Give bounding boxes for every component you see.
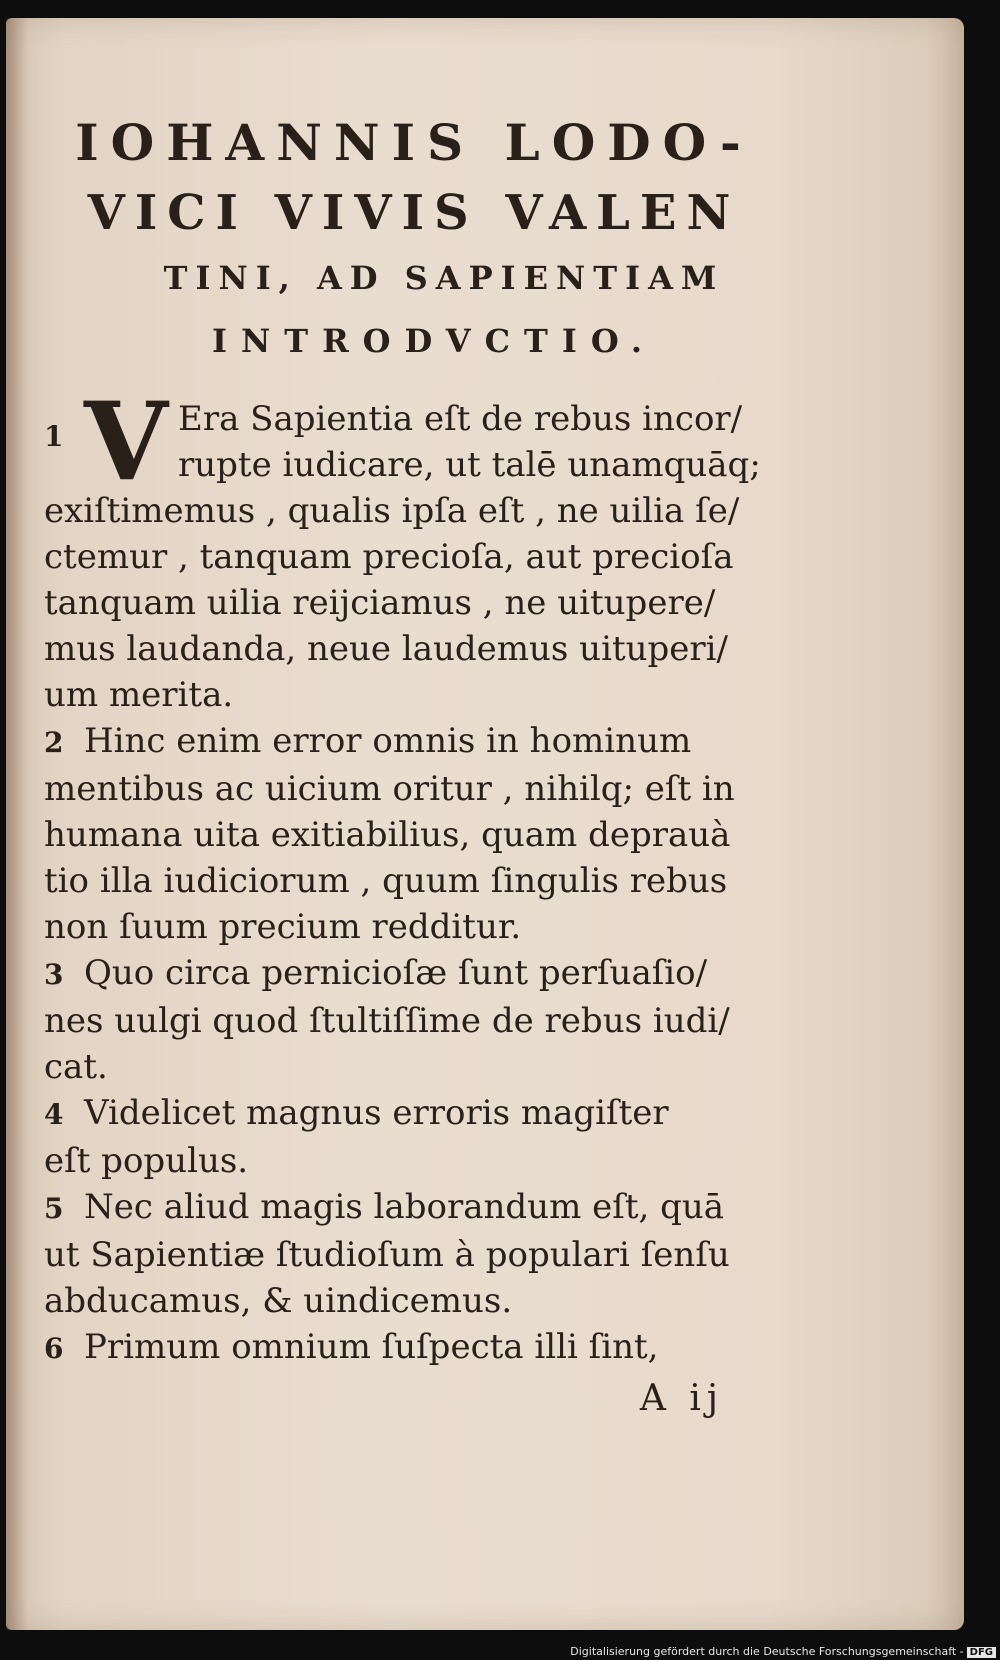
text-line: nes uulgi quod ſtultiſſime de rebus iudi/ <box>44 1001 730 1041</box>
text-line: mentibus ac uicium oritur , nihilq; eſt in <box>44 769 735 809</box>
text-line: non ſuum precium redditur. <box>44 907 522 947</box>
text-line: ut Sapientiæ ſtudioſum à populari ſenſu <box>44 1235 730 1275</box>
paragraph-number: 4 <box>44 1098 64 1131</box>
book-page <box>6 18 964 1630</box>
title-line-4: INTRODVCTIO. <box>212 322 656 360</box>
paragraph-1 <box>44 379 784 718</box>
paragraph-number: 5 <box>44 1192 64 1225</box>
text-line: Era Sapientia eſt de rebus incor/ <box>178 399 743 439</box>
paragraph-2 <box>44 718 784 950</box>
text-segment: Videlicet magnus erroris magiſter <box>84 1093 669 1133</box>
text-segment: Hinc enim error omnis in hominum <box>84 721 692 761</box>
dropcap-block <box>44 379 784 505</box>
title-line-3: TINI, AD SAPIENTIAM <box>163 259 725 297</box>
text-line: rupte iudicare, ut talē unamquāq; <box>178 445 761 485</box>
text-line: cat. <box>44 1047 108 1087</box>
text-line <box>44 718 784 766</box>
credit-text: Digitalisierung gefördert durch die Deutsche Forschungsgemeinschaft - <box>570 1645 964 1658</box>
text-line: tio illa iudiciorum , quum ſingulis rebus <box>44 861 728 901</box>
paragraph-number: 6 <box>44 1332 64 1365</box>
text-line <box>44 1090 784 1138</box>
text-line <box>44 1184 784 1232</box>
body-text <box>44 379 784 1422</box>
drop-cap: V <box>84 379 168 505</box>
dfg-logo: DFG <box>967 1647 996 1658</box>
text-line: tanquam uilia reijciamus , ne uitupere/ <box>44 583 716 623</box>
text-line: mus laudanda, neue laudemus uituperi/ <box>44 629 728 669</box>
dfg-credit <box>570 1645 996 1658</box>
title-line-1: IOHANNIS LODO- <box>75 113 753 172</box>
paragraph-6 <box>44 1324 784 1372</box>
paragraph-number: 1 <box>44 420 64 453</box>
text-line: humana uita exitiabilius, quam deprauà <box>44 815 731 855</box>
paragraph-number: 3 <box>44 958 64 991</box>
paragraph-3 <box>44 950 784 1090</box>
text-segment: Nec aliud magis laborandum eſt, quā <box>84 1187 725 1227</box>
signature-mark: A ij <box>639 1378 724 1419</box>
text-segment: Primum omnium ſuſpecta illi ſint, <box>84 1327 659 1367</box>
title-line-2: VICI VIVIS VALEN <box>87 185 741 241</box>
paragraph-5 <box>44 1184 784 1324</box>
text-line <box>44 1324 784 1372</box>
spine-shadow <box>6 18 28 1630</box>
paragraph-number: 2 <box>44 726 64 759</box>
paragraph-4 <box>44 1090 784 1184</box>
text-line <box>44 950 784 998</box>
text-line: abducamus, & uindicemus. <box>44 1281 513 1321</box>
text-line: um merita. <box>44 675 234 715</box>
text-line: eſt populus. <box>44 1141 249 1181</box>
text-line: exiſtimemus , qualis ipſa eſt , ne uilia ſe/ <box>44 491 740 531</box>
text-block <box>44 108 784 1422</box>
text-line: ctemur , tanquam precioſa, aut precioſa <box>44 537 734 577</box>
text-segment: Quo circa pernicioſæ ſunt perſuaſio/ <box>84 953 708 993</box>
